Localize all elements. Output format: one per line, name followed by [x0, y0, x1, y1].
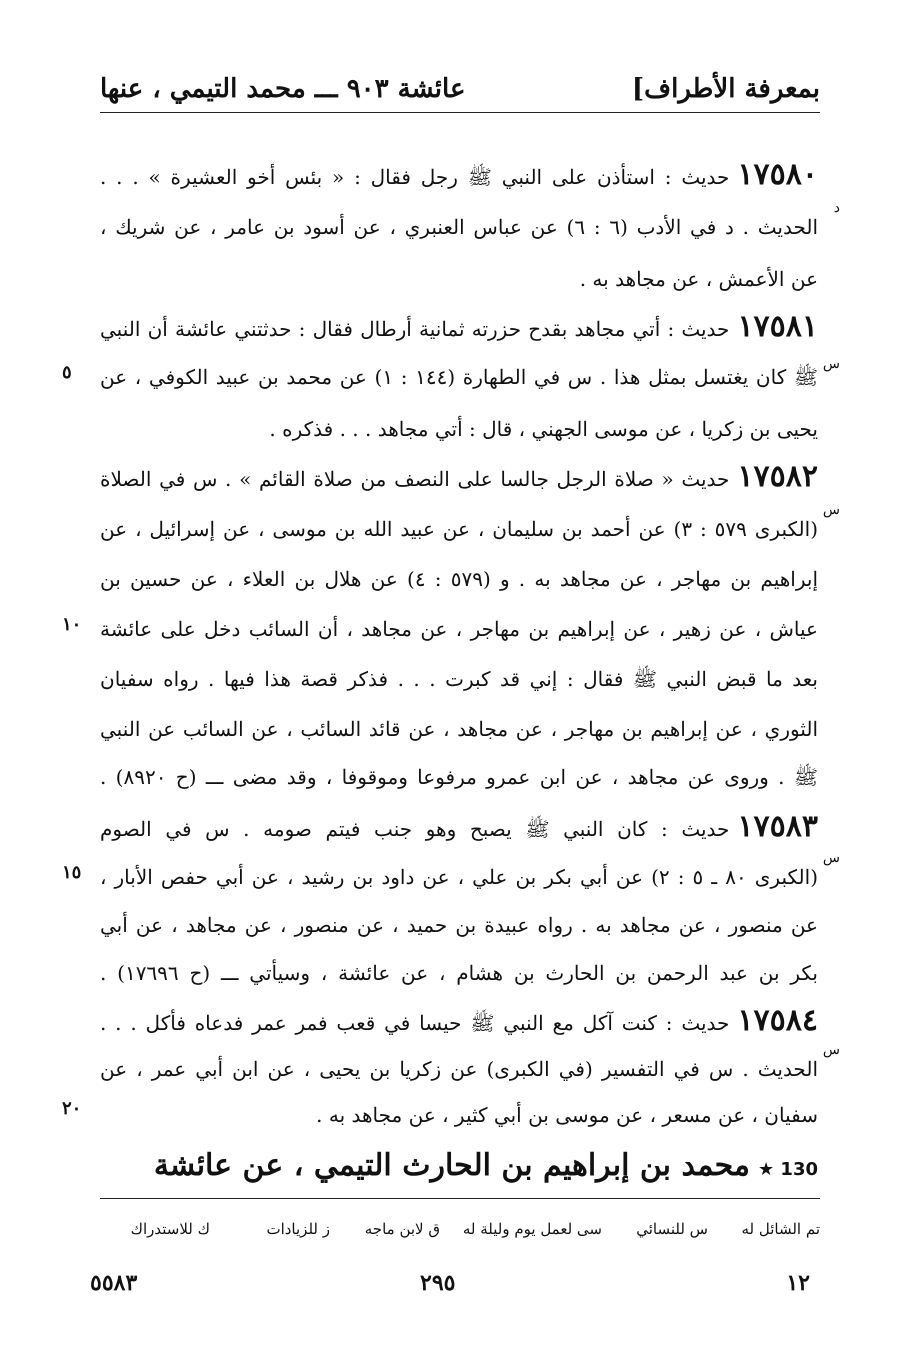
entry-17581-line-3: يحيى بن زكريا ، عن موسى الجهني ، قال : أتي مجاهد . . . فذكره .	[269, 417, 818, 441]
page-number: ٢٩٥	[420, 1270, 456, 1296]
hadith-number: ١٧٥٨٣	[737, 812, 818, 844]
entry-17580-line-3: عن الأعمش ، عن مجاهد به .	[579, 267, 818, 291]
entry-17584-line-3: سفيان ، عن مسعر ، عن موسى بن أبي كثير ، عن مجاهد به .	[316, 1103, 818, 1127]
entry-17580-line-1: ١٧٥٨٠حديث : استأذن على النبي ﷺ رجل فقال : « بئس أخو العشيرة » . . .	[100, 160, 818, 192]
sigla-note-6: ك للاستدراك	[130, 1220, 210, 1238]
margin-siglum: د	[833, 200, 840, 216]
entry-17583-line-4: بكر بن عبد الرحمن بن الحارث بن هشام ، عن عائشة ، وسيأتي ـــ (ح ١٧٦٩٦) .	[100, 961, 818, 985]
hadith-number: ١٧٥٨٢	[737, 462, 818, 494]
section-title: 130 ★محمد بن إبراهيم بن الحارث التيمي ، عن عائشة	[153, 1148, 818, 1183]
sigla-note-5: ز للزيادات	[266, 1220, 330, 1238]
margin-siglum: س	[822, 850, 840, 866]
entry-17581-line-2: ﷺ كان يغتسل بمثل هذا . س في الطهارة (١٤٤ : ١) عن محمد بن عبيد الكوفي ، عن	[100, 365, 818, 389]
header-rule	[100, 112, 820, 113]
line-number: ٢٠	[62, 1098, 82, 1119]
page-footer	[90, 1270, 820, 1300]
header-right: بمعرفة الأطراف]	[631, 74, 820, 104]
entry-17582-line-2: (الكبرى ٥٧٩ : ٣) عن أحمد بن سليمان ، عن عبيد الله بن موسى ، عن إسرائيل ، عن	[100, 517, 818, 541]
entry-17582-line-4: عياش ، عن زهير ، عن إبراهيم بن مهاجر ، عن مجاهد ، أن السائب دخل على عائشة	[100, 617, 818, 641]
entry-17582-line-5: بعد ما قبض النبي ﷺ فقال : إني قد كبرت . . . فذكر قصة هذا فيها . رواه سفيان	[100, 667, 818, 691]
hadith-number: ١٧٥٨١	[737, 312, 818, 344]
section-number: 130 ★	[758, 1159, 818, 1180]
line-number: ١٠	[62, 614, 82, 635]
header-left: عائشة ٩٠٣ ـــ محمد التيمي ، عنها	[100, 74, 466, 104]
running-header	[100, 70, 820, 110]
entry-17583-line-1: ١٧٥٨٣حديث : كان النبي ﷺ يصبح وهو جنب فيتم صومه . س في الصوم	[100, 812, 818, 844]
line-number: ١٥	[62, 862, 82, 883]
sigla-note-4: ق لابن ماجه	[364, 1220, 440, 1238]
footnote-rule	[100, 1198, 820, 1199]
sigla-note-2: س للنسائي	[636, 1220, 708, 1238]
entry-17582-line-3: إبراهيم بن مهاجر ، عن مجاهد به . و (٥٧٩ : ٤) عن هلال بن العلاء ، عن حسين بن	[100, 567, 818, 591]
entry-17582-line-7: ﷺ . وروى عن مجاهد ، عن ابن عمرو مرفوعا وموقوفا ، وقد مضى ـــ (ح ٨٩٢٠) .	[100, 765, 818, 789]
entry-17580-line-2: الحديث . د في الأدب (٦ : ٦) عن عباس العنبري ، عن أسود بن عامر ، عن شريك ،	[100, 215, 818, 239]
entry-17583-line-3: عن منصور ، عن مجاهد به . رواه عبيدة بن حميد ، عن منصور ، عن مجاهد ، عن أبي	[100, 913, 818, 937]
entry-17584-line-2: الحديث . س في التفسير (في الكبرى) عن زكريا بن يحيى ، عن ابن أبي عمر ، عن	[100, 1057, 818, 1081]
sigla-note-3: سى لعمل يوم وليلة له	[462, 1220, 602, 1238]
margin-siglum: س	[822, 502, 840, 518]
margin-siglum: س	[822, 1042, 840, 1058]
entry-17583-line-2: (الكبرى ٨٠ ـ ٥ : ٢) عن أبي بكر بن علي ، عن داود بن رشيد ، عن أبي حفص الأبار ،	[100, 865, 818, 889]
entry-17582-line-6: الثوري ، عن إبراهيم بن مهاجر ، عن مجاهد ، عن قائد السائب ، عن السائب عن النبي	[100, 717, 818, 741]
volume-number: ١٢	[786, 1270, 810, 1296]
hadith-number: ١٧٥٨٤	[737, 1006, 818, 1038]
range-number: ٥٥٨٣	[90, 1270, 138, 1296]
line-number: ٥	[62, 362, 72, 383]
entry-17581-line-1: ١٧٥٨١حديث : أتي مجاهد بقدح حزرته ثمانية أرطال فقال : حدثتني عائشة أن النبي	[100, 312, 818, 344]
entry-17582-line-1: ١٧٥٨٢حديث « صلاة الرجل جالسا على النصف من صلاة القائم » . س في الصلاة	[100, 462, 818, 494]
margin-siglum: س	[822, 356, 840, 372]
entry-17584-line-1: ١٧٥٨٤حديث : كنت آكل مع النبي ﷺ حيسا في قعب فمر عمر فدعاه فأكل . . .	[100, 1006, 818, 1038]
hadith-number: ١٧٥٨٠	[737, 160, 818, 192]
sigla-note-1: تم الشائل له	[741, 1220, 820, 1238]
